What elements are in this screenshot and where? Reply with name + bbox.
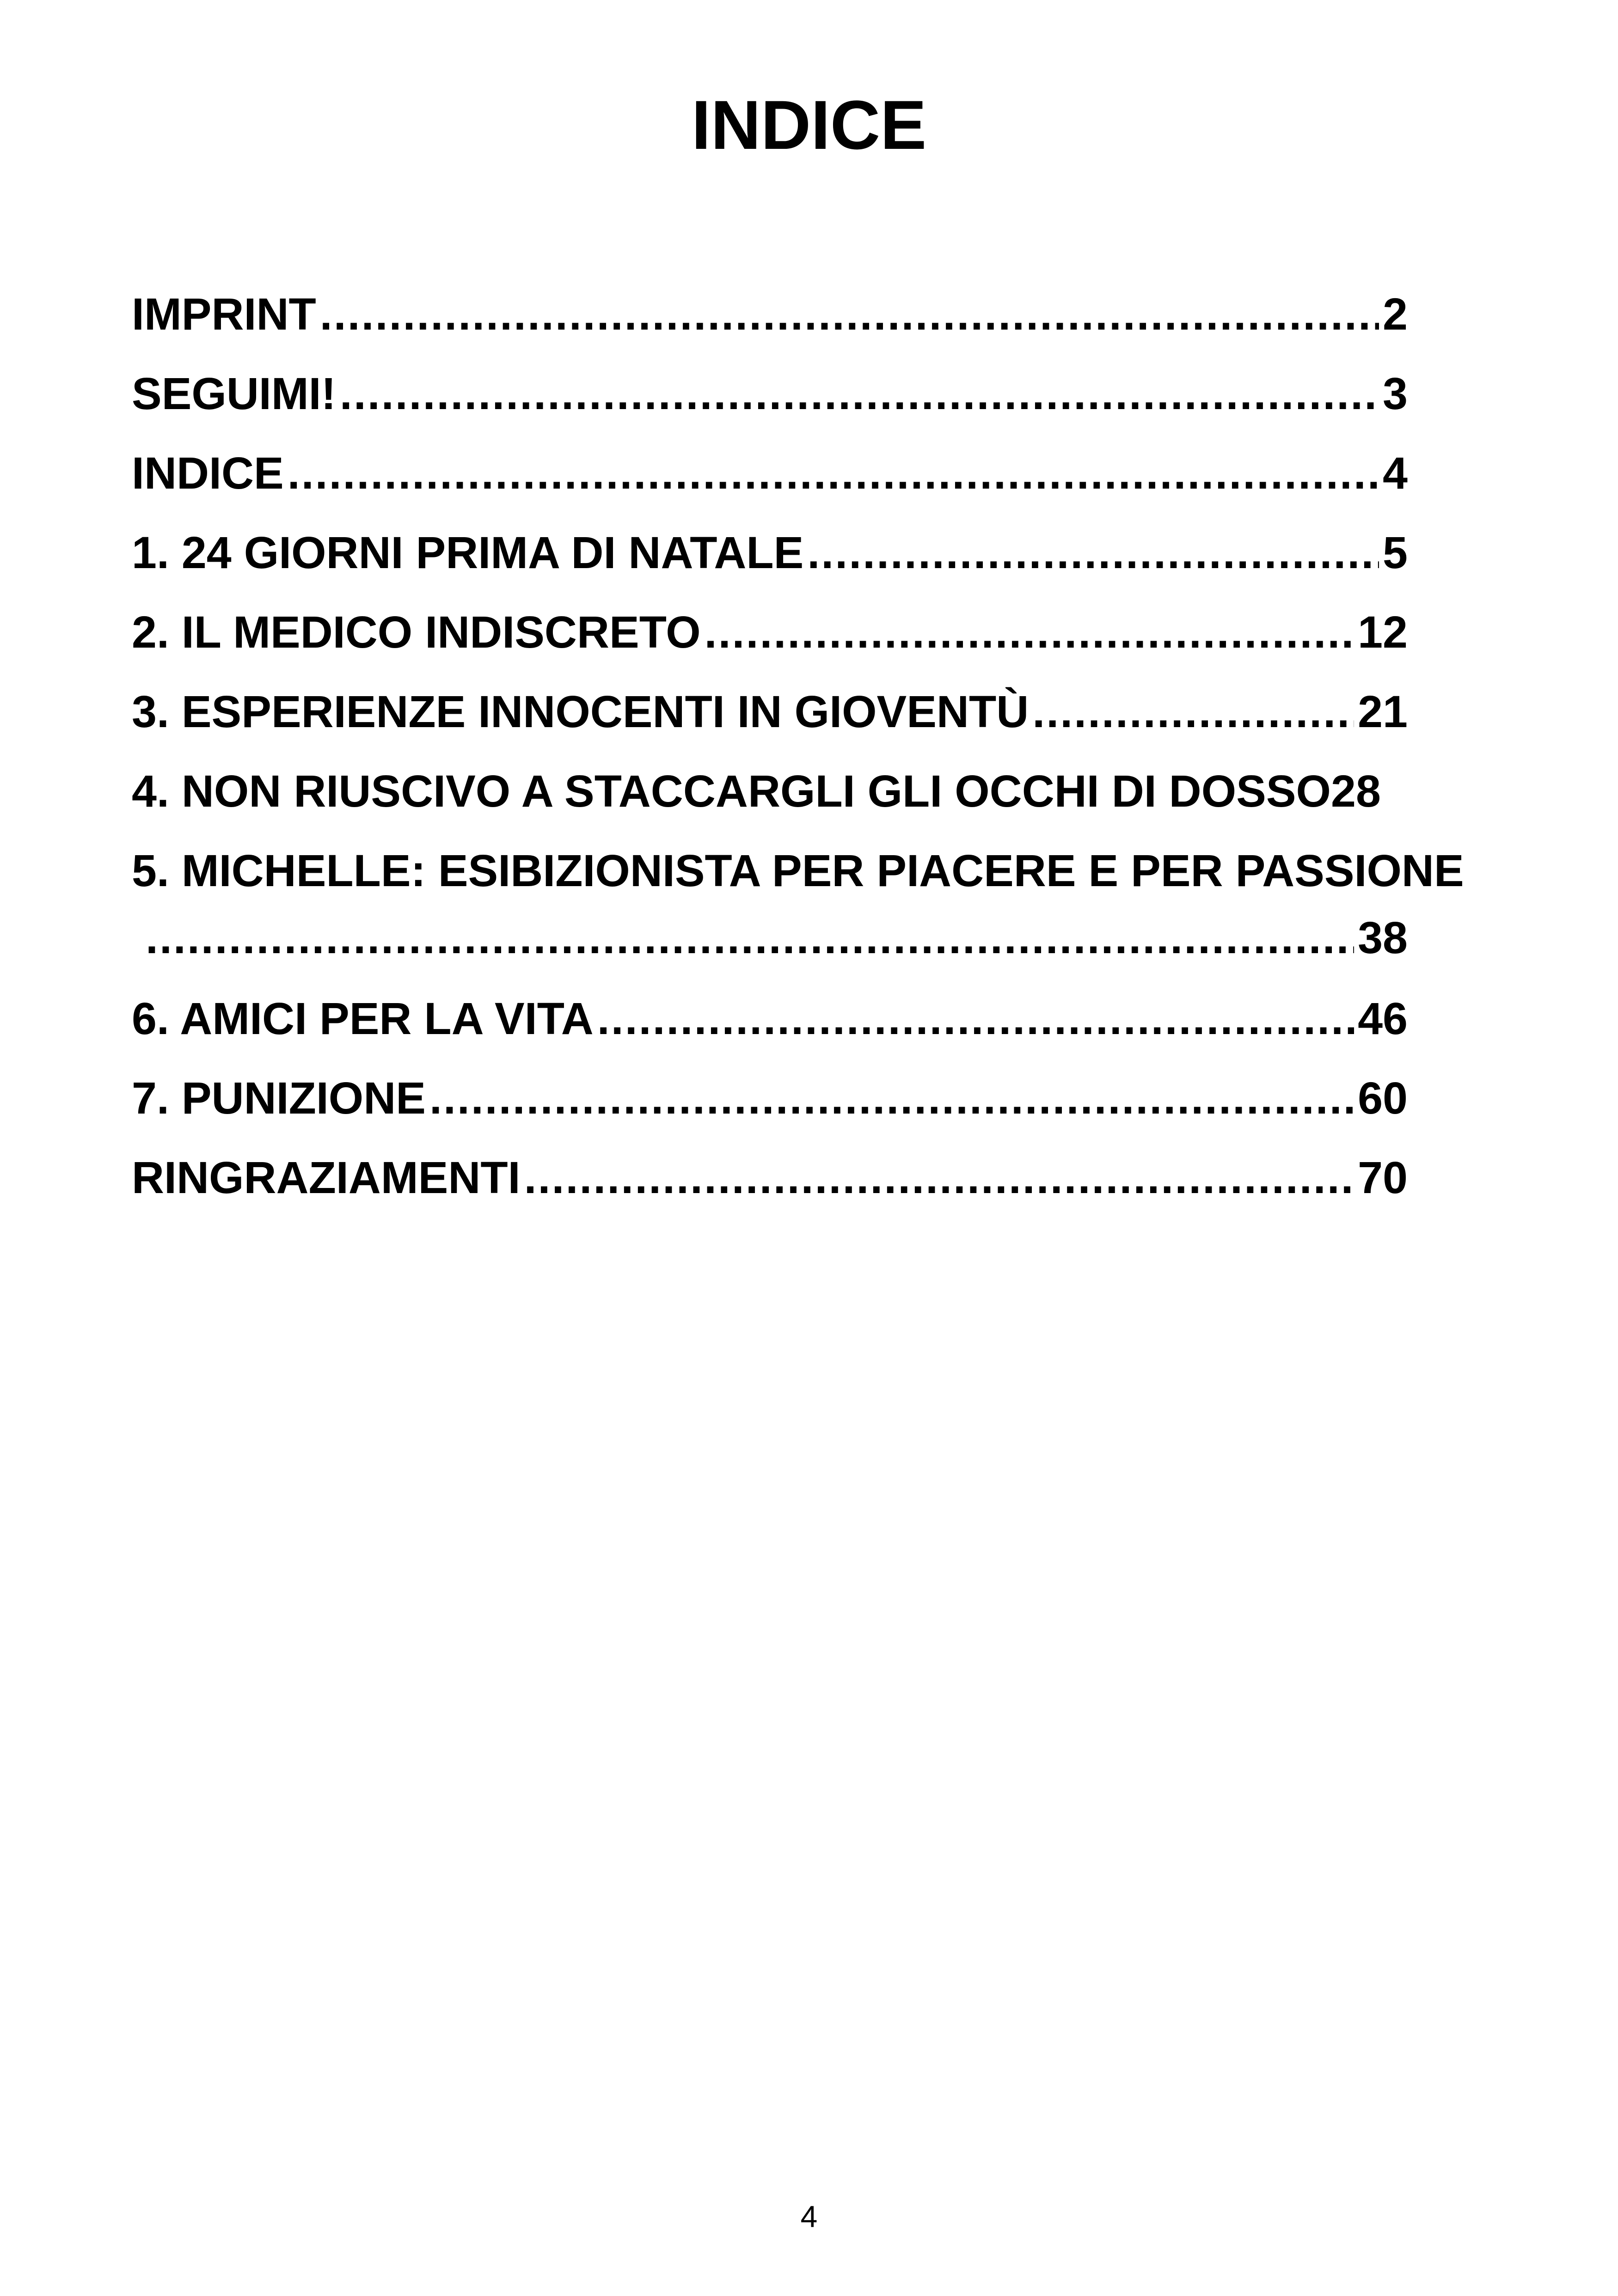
toc-entry-page: 5 [1383, 527, 1408, 578]
toc-entry-seguimi[interactable] [132, 366, 1408, 446]
page-number: 4 [800, 2199, 818, 2234]
page-title: INDICE [691, 86, 927, 164]
toc-entry-page: 21 [1358, 686, 1408, 737]
toc-entry-page: 70 [1358, 1152, 1408, 1203]
toc-entry-title: 1. 24 GIORNI PRIMA DI NATALE [132, 527, 804, 578]
toc-entry-indice[interactable] [132, 446, 1408, 525]
toc-entry-page: 2 [1383, 289, 1408, 339]
toc-entry-chapter-3[interactable] [132, 684, 1408, 764]
toc-dot-leader [429, 1071, 1354, 1126]
toc-dot-leader [705, 605, 1354, 660]
toc-entry-ringraziamenti[interactable] [132, 1150, 1408, 1230]
toc-entry-page: 28 [1331, 766, 1381, 816]
toc-dot-leader [288, 446, 1379, 501]
toc-entry-page: 4 [1383, 448, 1408, 498]
toc-entry-title: RINGRAZIAMENTI [132, 1152, 521, 1203]
toc-dot-leader [524, 1150, 1354, 1206]
toc-entry-chapter-5[interactable] [132, 843, 1464, 991]
toc-entry-title: 7. PUNIZIONE [132, 1073, 426, 1123]
toc-entry-page: 46 [1358, 993, 1408, 1044]
toc-entry-title: IMPRINT [132, 289, 316, 339]
toc-entry-page: 38 [1358, 912, 1408, 963]
toc-entry-title: 6. AMICI PER LA VITA [132, 993, 594, 1044]
toc-dot-leader [597, 991, 1354, 1047]
toc-entry-title: 3. ESPERIENZE INNOCENTI IN GIOVENTÙ [132, 686, 1029, 737]
toc-entry-chapter-1[interactable] [132, 525, 1408, 605]
toc-entry-imprint[interactable] [132, 287, 1408, 366]
toc-entry-chapter-4[interactable] [132, 764, 1408, 843]
toc-entry-chapter-6[interactable] [132, 991, 1408, 1071]
toc-entry-page: 12 [1358, 607, 1408, 657]
table-of-contents [132, 287, 1464, 1230]
toc-dot-leader [320, 287, 1379, 342]
toc-entry-title: 5. MICHELLE: ESIBIZIONISTA PER PIACERE E PER PASSIONE [132, 845, 1464, 896]
toc-entry-title: 4. NON RIUSCIVO A STACCARGLI GLI OCCHI DI DOSSO [132, 766, 1331, 816]
toc-entry-title: SEGUIMI! [132, 368, 336, 419]
toc-entry-page: 60 [1358, 1073, 1408, 1123]
toc-dot-leader [146, 910, 1354, 966]
toc-entry-chapter-2[interactable] [132, 605, 1408, 684]
toc-dot-leader [807, 525, 1379, 581]
toc-entry-chapter-7[interactable] [132, 1071, 1408, 1150]
toc-entry-title: INDICE [132, 448, 284, 498]
toc-dot-leader [1032, 684, 1354, 740]
toc-entry-title: 2. IL MEDICO INDISCRETO [132, 607, 701, 657]
toc-entry-page: 3 [1383, 368, 1408, 419]
toc-dot-leader [340, 366, 1379, 422]
